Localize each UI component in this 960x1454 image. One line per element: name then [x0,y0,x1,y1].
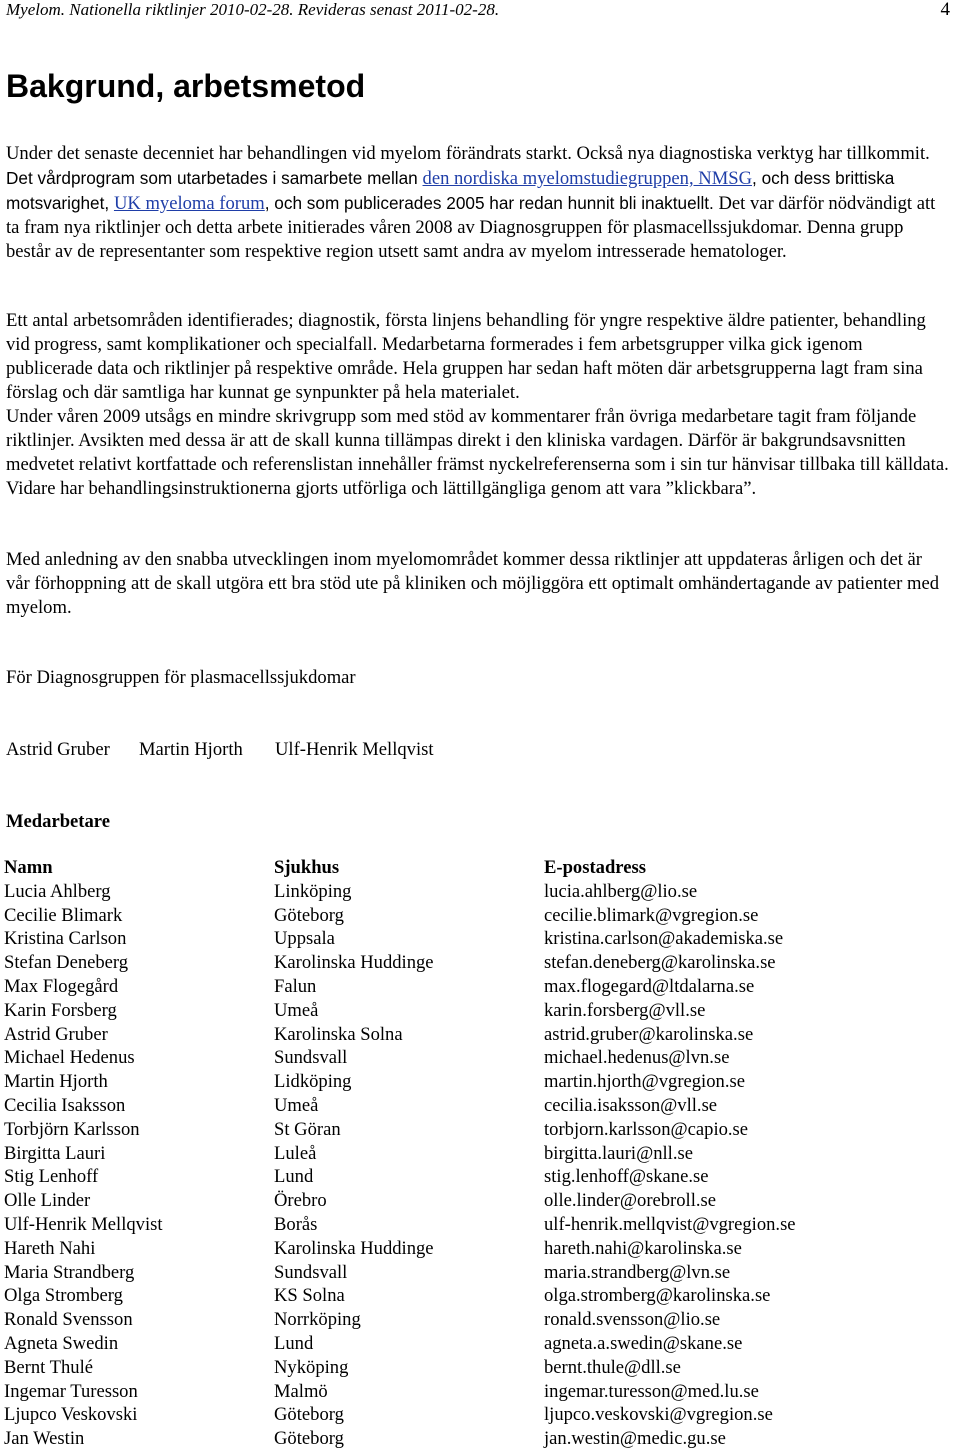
page-title: Bakgrund, arbetsmetod [6,68,366,104]
cell-email: jan.westin@medic.gu.se [544,1428,726,1450]
cell-hospital: Falun [274,975,317,997]
cell-hospital: Umeå [274,1094,319,1116]
update-paragraph: Med anledning av den snabba utvecklingen inom myelomområdet kommer dessa riktlinjer att uppdateras årligen och det är vår förhoppning att de skall utgöra ett bra stöd ute på kliniken och möjliggöra ett optimalt omhändertagande av patienter med myelom. [6,549,940,618]
column-header-name: Namn [4,857,53,878]
cell-hospital: Göteborg [274,904,344,926]
cell-email: martin.hjorth@vgregion.se [544,1071,745,1093]
cell-email: maria.strandberg@lvn.se [544,1261,731,1283]
cell-email: stig.lenhoff@skane.se [544,1166,709,1188]
table-row [4,1261,944,1285]
cell-email: hareth.nahi@karolinska.se [544,1237,742,1259]
cell-name: Martin Hjorth [4,1071,108,1093]
cell-hospital: Sundsvall [274,1047,348,1069]
table-row [4,904,944,928]
cell-hospital: Karolinska Huddinge [274,952,434,974]
cell-name: Cecilia Isaksson [4,1094,126,1116]
table-row [4,1356,944,1380]
table-row [4,880,944,904]
cell-email: olga.stromberg@karolinska.se [544,1285,771,1307]
running-header [6,0,950,20]
table-row [4,927,944,951]
intro-text-2: tillkommit. [846,143,930,164]
cell-name: Bernt Thulé [4,1356,93,1378]
cell-name: Birgitta Lauri [4,1142,106,1164]
table-row [4,1118,944,1142]
cell-name: Lucia Ahlberg [4,880,111,902]
cell-name: Ljupco Veskovski [4,1404,138,1426]
table-row [4,1165,944,1189]
table-header-row [4,856,944,880]
cell-hospital: St Göran [274,1118,341,1140]
cell-name: Michael Hedenus [4,1047,135,1069]
intro-text-4: , och dess brittiska motsvarighet, [6,168,895,213]
cell-email: cecilia.isaksson@vll.se [544,1094,718,1116]
cell-hospital: Sundsvall [274,1261,348,1283]
intro-text-6: Det var därför nödvändigt att ta fram nya riktlinjer och detta arbete initierades våren 2008 av Diagnosgruppen för plasmacellssjukdomar. Denna grupp består av de representanter som respektive region utsett samt andra av myelom intresserade hematologer. [6,193,936,262]
table-row [4,999,944,1023]
table-row [4,1427,944,1451]
cell-email: cecilie.blimark@vgregion.se [544,904,759,926]
cell-email: ljupco.veskovski@vgregion.se [544,1404,773,1426]
table-row [4,1094,944,1118]
table-row [4,1213,944,1237]
cell-name: Jan Westin [4,1428,85,1450]
cell-hospital: KS Solna [274,1285,345,1307]
cell-hospital: Lund [274,1332,314,1354]
cell-email: torbjorn.karlsson@capio.se [544,1118,749,1140]
intro-text-5: , och som publicerades 2005 har redan hunnit bli inaktuellt. [264,193,714,213]
signatory-name: Astrid Gruber [6,739,110,760]
cell-name: Karin Forsberg [4,999,117,1021]
cell-name: Max Flogegård [4,975,119,997]
method-paragraph: Ett antal arbetsområden identifierades; diagnostik, första linjens behandling för yngre respektive äldre patienter, behandling vid progress, samt komplikationer och specialfall. Medarbetarna formerades i fem arbetsgrupper vilka gick igenom publicerade data och riktlinjer på respektive område. Hela gruppen har sedan haft möten där arbetsgrupperna lagt fram sina förslag och där samtliga har kunnat ge synpunkter på hela materialet. [6,310,926,403]
cell-name: Maria Strandberg [4,1261,135,1283]
table-row [4,1284,944,1308]
table-row [4,1046,944,1070]
cell-email: ingemar.turesson@med.lu.se [544,1380,759,1402]
intro-paragraph [6,141,950,264]
cell-email: max.flogegard@ltdalarna.se [544,975,755,997]
cell-hospital: Göteborg [274,1404,344,1426]
cell-name: Kristina Carlson [4,928,127,950]
cell-hospital: Lund [274,1166,314,1188]
cell-hospital: Luleå [274,1142,317,1164]
uk-myeloma-forum-link[interactable]: UK myeloma forum [113,193,265,214]
cell-hospital: Karolinska Solna [274,1023,403,1045]
intro-text-1: Under det senaste decenniet har behandlingen vid myelom förändrats starkt. Också nya diagnostiska verktyg har [6,143,842,164]
writing-paragraph: Under våren 2009 utsågs en mindre skrivgrupp som med stöd av kommentarer från övriga medarbetare tagit fram följande riktlinjer. Avsikten med dessa är att de skall kunna tillämpas direkt i den kliniska vardagen. Därför är bakgrundsavsnitten medvetet relativt kortfattade och referenslistan innehåller främst nyckelreferenserna som i sin tur hänvisar tillbaka till källdata. Vidare har behandlingsinstruktionerna gjorts utförliga och lättillgängliga genom att vara ”klickbara”. [6,406,949,499]
cell-email: agneta.a.swedin@skane.se [544,1332,743,1354]
cell-name: Stig Lenhoff [4,1166,99,1188]
table-row [4,951,944,975]
cell-email: kristina.carlson@akademiska.se [544,928,784,950]
cell-hospital: Örebro [274,1190,327,1212]
cell-hospital: Uppsala [274,928,335,950]
contributors-table-body [4,880,944,1451]
cell-name: Stefan Deneberg [4,952,129,974]
cell-name: Olga Stromberg [4,1285,123,1307]
cell-name: Ronald Svensson [4,1309,133,1331]
cell-email: birgitta.lauri@nll.se [544,1142,693,1164]
cell-hospital: Karolinska Huddinge [274,1237,434,1259]
on-behalf-line: För Diagnosgruppen för plasmacellssjukdomar [6,667,356,688]
cell-email: ronald.svensson@lio.se [544,1309,721,1331]
cell-hospital: Nyköping [274,1356,349,1378]
cell-hospital: Göteborg [274,1428,344,1450]
cell-email: karin.forsberg@vll.se [544,999,706,1021]
running-title: Myelom. Nationella riktlinjer 2010-02-28. Revideras senast 2011-02-28. [6,0,500,19]
cell-hospital: Malmö [274,1380,328,1402]
table-row [4,975,944,999]
table-row [4,1380,944,1404]
cell-name: Ulf-Henrik Mellqvist [4,1213,163,1235]
signatory-name: Ulf-Henrik Mellqvist [275,739,434,760]
cell-email: michael.hedenus@lvn.se [544,1047,730,1069]
table-row [4,1189,944,1213]
cell-email: olle.linder@orebroll.se [544,1190,717,1212]
table-row [4,1237,944,1261]
cell-name: Torbjörn Karlsson [4,1118,140,1140]
column-header-email: E-postadress [544,857,646,878]
cell-hospital: Norrköping [274,1309,361,1331]
table-row [4,1142,944,1166]
nmsg-link[interactable]: den nordiska myelomstudiegruppen, NMSG [422,168,753,189]
page-number: 4 [940,0,950,20]
contributors-table [4,856,944,1451]
cell-name: Olle Linder [4,1190,91,1212]
cell-email: bernt.thule@dll.se [544,1356,681,1378]
column-header-hospital: Sjukhus [274,857,340,878]
cell-email: ulf-henrik.mellqvist@vgregion.se [544,1213,796,1235]
table-row [4,1070,944,1094]
cell-hospital: Linköping [274,880,352,902]
cell-email: lucia.ahlberg@lio.se [544,880,698,902]
table-row [4,1403,944,1427]
cell-name: Ingemar Turesson [4,1380,138,1402]
contributors-heading: Medarbetare [6,811,110,832]
cell-hospital: Borås [274,1213,318,1235]
intro-text-3: Det vårdprogram som utarbetades i samarbete mellan [6,168,423,188]
table-row [4,1332,944,1356]
cell-hospital: Lidköping [274,1071,352,1093]
cell-name: Astrid Gruber [4,1023,108,1045]
signatory-name: Martin Hjorth [139,739,243,760]
cell-name: Cecilie Blimark [4,904,123,926]
cell-name: Hareth Nahi [4,1237,96,1259]
table-row [4,1308,944,1332]
cell-email: astrid.gruber@karolinska.se [544,1023,754,1045]
table-row [4,1023,944,1047]
cell-hospital: Umeå [274,999,319,1021]
cell-name: Agneta Swedin [4,1332,119,1354]
cell-email: stefan.deneberg@karolinska.se [544,952,776,974]
